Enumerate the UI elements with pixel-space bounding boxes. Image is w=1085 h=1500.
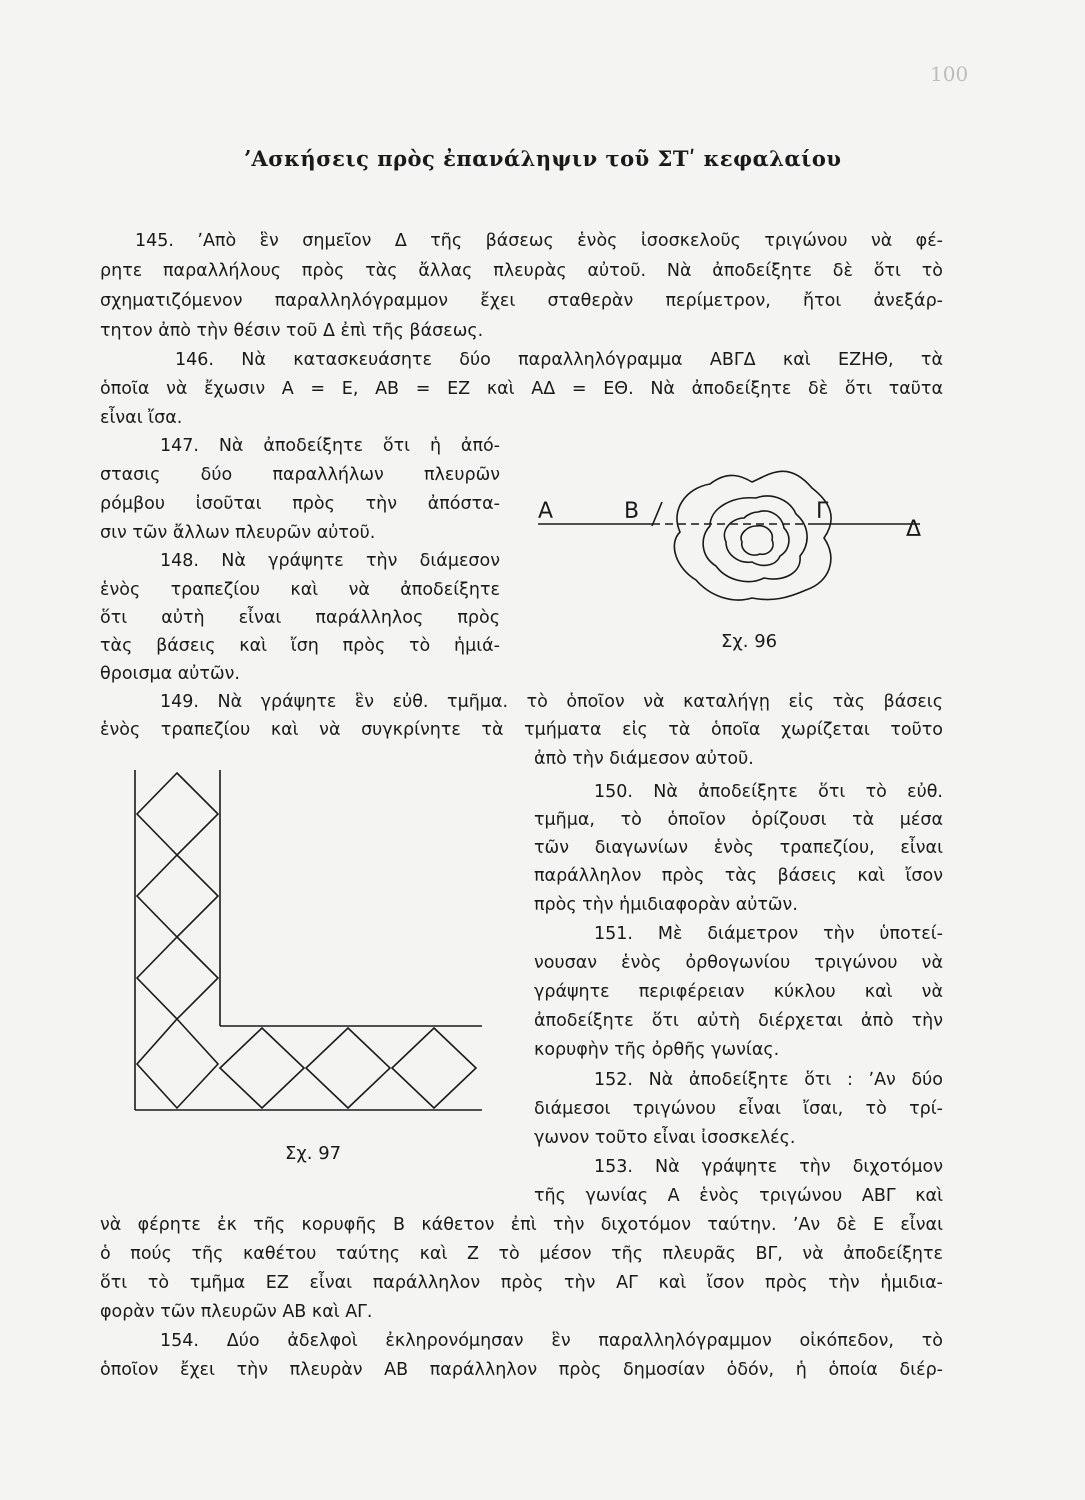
label-A: Α (538, 499, 554, 524)
text-line: τητον ἀπὸ τὴν θέσιν τοῦ Δ ἐπὶ τῆς βάσεως. (100, 321, 484, 341)
text-line: ὅτι τὸ τμῆμα ΕΖ εἶναι παράλληλον πρὸς τὴν ΑΓ καὶ ἴσον πρὸς τὴν ἡμιδια- (100, 1273, 943, 1293)
text-line: ὅτι αὐτὴ εἶναι παράλληλος πρὸς (100, 608, 500, 628)
page-title: ʼΑσκήσεις πρὸς ἐπανάληψιν τοῦ ΣΤʹ κεφαλαίου (243, 146, 842, 171)
text-line: 153. Νὰ γράψητε τὴν διχοτόμον (594, 1157, 943, 1177)
text-line: κορυφὴν τῆς ὀρθῆς γωνίας. (534, 1040, 780, 1060)
text-line: παράλληλον πρὸς τὰς βάσεις καὶ ἴσον (534, 866, 943, 886)
text-line: 148. Νὰ γράψητε τὴν διάμεσον (160, 551, 500, 571)
rhombus (392, 1028, 476, 1108)
diagonal-line (652, 502, 662, 526)
page-number: 100 (930, 62, 969, 86)
text-line: σχηματιζόμενον παραλληλόγραμμον ἔχει σταθερὰν περίμετρον, ἤτοι ἀνεξάρ- (100, 291, 943, 311)
text-line: τῶν διαγωνίων ἑνὸς τραπεζίου, εἶναι (534, 838, 943, 858)
text-line: στασις δύο παραλλήλων πλευρῶν (100, 465, 500, 485)
text-line: νουσαν ἑνὸς ὀρθογωνίου τριγώνου νὰ (534, 953, 943, 973)
text-line: διάμεσοι τριγώνου εἶναι ἴσαι, τὸ τρί- (534, 1099, 943, 1119)
text-line: 147. Νὰ ἀποδείξητε ὅτι ἡ ἀπό- (160, 436, 500, 456)
text-line: 145. ʼΑπὸ ἓν σημεῖον Δ τῆς βάσεως ἑνὸς ἰσοσκελοῦς τριγώνου νὰ φέ- (135, 231, 943, 251)
text-line: ἑνὸς τραπεζίου καὶ νὰ συγκρίνητε τὰ τμήματα εἰς τὰ ὁποῖα χωρίζεται τοῦτο (100, 720, 943, 740)
rhombus (306, 1028, 390, 1108)
text-line: ἀπὸ τὴν διάμεσον αὐτοῦ. (534, 749, 754, 769)
text-line: ὁποῖα νὰ ἔχωσιν Α = Ε, ΑΒ = ΕΖ καὶ ΑΔ = ΕΘ. Νὰ ἀποδείξητε δὲ ὅτι ταῦτα (100, 379, 943, 399)
text-line: φορὰν τῶν πλευρῶν ΑΒ καὶ ΑΓ. (100, 1302, 373, 1322)
rhombus (137, 1019, 218, 1108)
figure-96 (520, 440, 940, 640)
label-G: Γ (816, 499, 829, 524)
rhombus (137, 855, 218, 937)
text-line: ἀποδείξητε ὅτι αὐτὴ διέρχεται ἀπὸ τὴν (534, 1011, 943, 1031)
label-B: Β (624, 499, 640, 524)
rhombus (137, 773, 218, 855)
text-line: 149. Νὰ γράψητε ἓν εὐθ. τμῆμα. τὸ ὁποῖον νὰ καταλήγῃ εἰς τὰς βάσεις (160, 692, 943, 712)
text-line: γράψητε περιφέρειαν κύκλου καὶ νὰ (534, 982, 943, 1002)
text-line: τὰς βάσεις καὶ ἴση πρὸς τὸ ἡμιά- (100, 636, 500, 656)
text-line: ρητε παραλλήλους πρὸς τὰς ἄλλας πλευρὰς αὐτοῦ. Νὰ ἀποδείξητε δὲ ὅτι τὸ (100, 261, 943, 281)
rhombus (220, 1028, 304, 1108)
text-line: 150. Νὰ ἀποδείξητε ὅτι τὸ εὐθ. (594, 782, 943, 802)
text-line: θροισμα αὐτῶν. (100, 664, 240, 684)
rhombus (137, 937, 218, 1019)
text-line: ὁ πούς τῆς καθέτου ταύτης καὶ Ζ τὸ μέσον τῆς πλευρᾶς ΒΓ, νὰ ἀποδείξητε (100, 1244, 943, 1264)
label-D: Δ (906, 517, 922, 542)
text-line: 152. Νὰ ἀποδείξητε ὅτι : ʼΑν δύο (594, 1070, 943, 1090)
inner-wavy-curve (724, 511, 789, 565)
middle-wavy-curve (703, 496, 807, 582)
text-line: 151. Μὲ διάμετρον τὴν ὑποτεί- (594, 924, 943, 944)
text-line: 154. Δύο ἀδελφοὶ ἐκληρονόμησαν ἓν παραλληλόγραμμον οἰκόπεδον, τὸ (160, 1331, 943, 1351)
text-line: σιν τῶν ἄλλων πλευρῶν αὐτοῦ. (100, 523, 376, 543)
figure-97-caption: Σχ. 97 (285, 1143, 342, 1164)
text-line: ἑνὸς τραπεζίου καὶ νὰ ἀποδείξητε (100, 580, 500, 600)
text-line: ρόμβου ἰσοῦται πρὸς τὴν ἀπόστα- (100, 494, 500, 514)
text-line: γωνον τοῦτο εἶναι ἰσοσκελές. (534, 1128, 796, 1148)
text-line: ὁποῖον ἔχει τὴν πλευρὰν ΑΒ παράλληλον πρὸς δημοσίαν ὁδόν, ἡ ὁποία διέρ- (100, 1360, 943, 1380)
text-line: πρὸς τὴν ἡμιδιαφορὰν αὐτῶν. (534, 895, 798, 915)
text-line: εἶναι ἴσα. (100, 408, 183, 428)
figure-97 (130, 770, 510, 1120)
text-line: νὰ φέρητε ἐκ τῆς κορυφῆς Β κάθετον ἐπὶ τὴν διχοτόμον ταύτην. ʼΑν δὲ Ε εἶναι (100, 1215, 943, 1235)
text-line: τμῆμα, τὸ ὁποῖον ὁρίζουσι τὰ μέσα (534, 810, 943, 830)
text-line: 146. Νὰ κατασκευάσητε δύο παραλληλόγραμμα ΑΒΓΔ καὶ ΕΖΗΘ, τὰ (175, 350, 943, 370)
innermost-wavy-curve (741, 526, 773, 555)
figure-96-caption: Σχ. 96 (721, 631, 778, 652)
text-line: τῆς γωνίας Α ἑνὸς τριγώνου ΑΒΓ καὶ (534, 1186, 943, 1206)
